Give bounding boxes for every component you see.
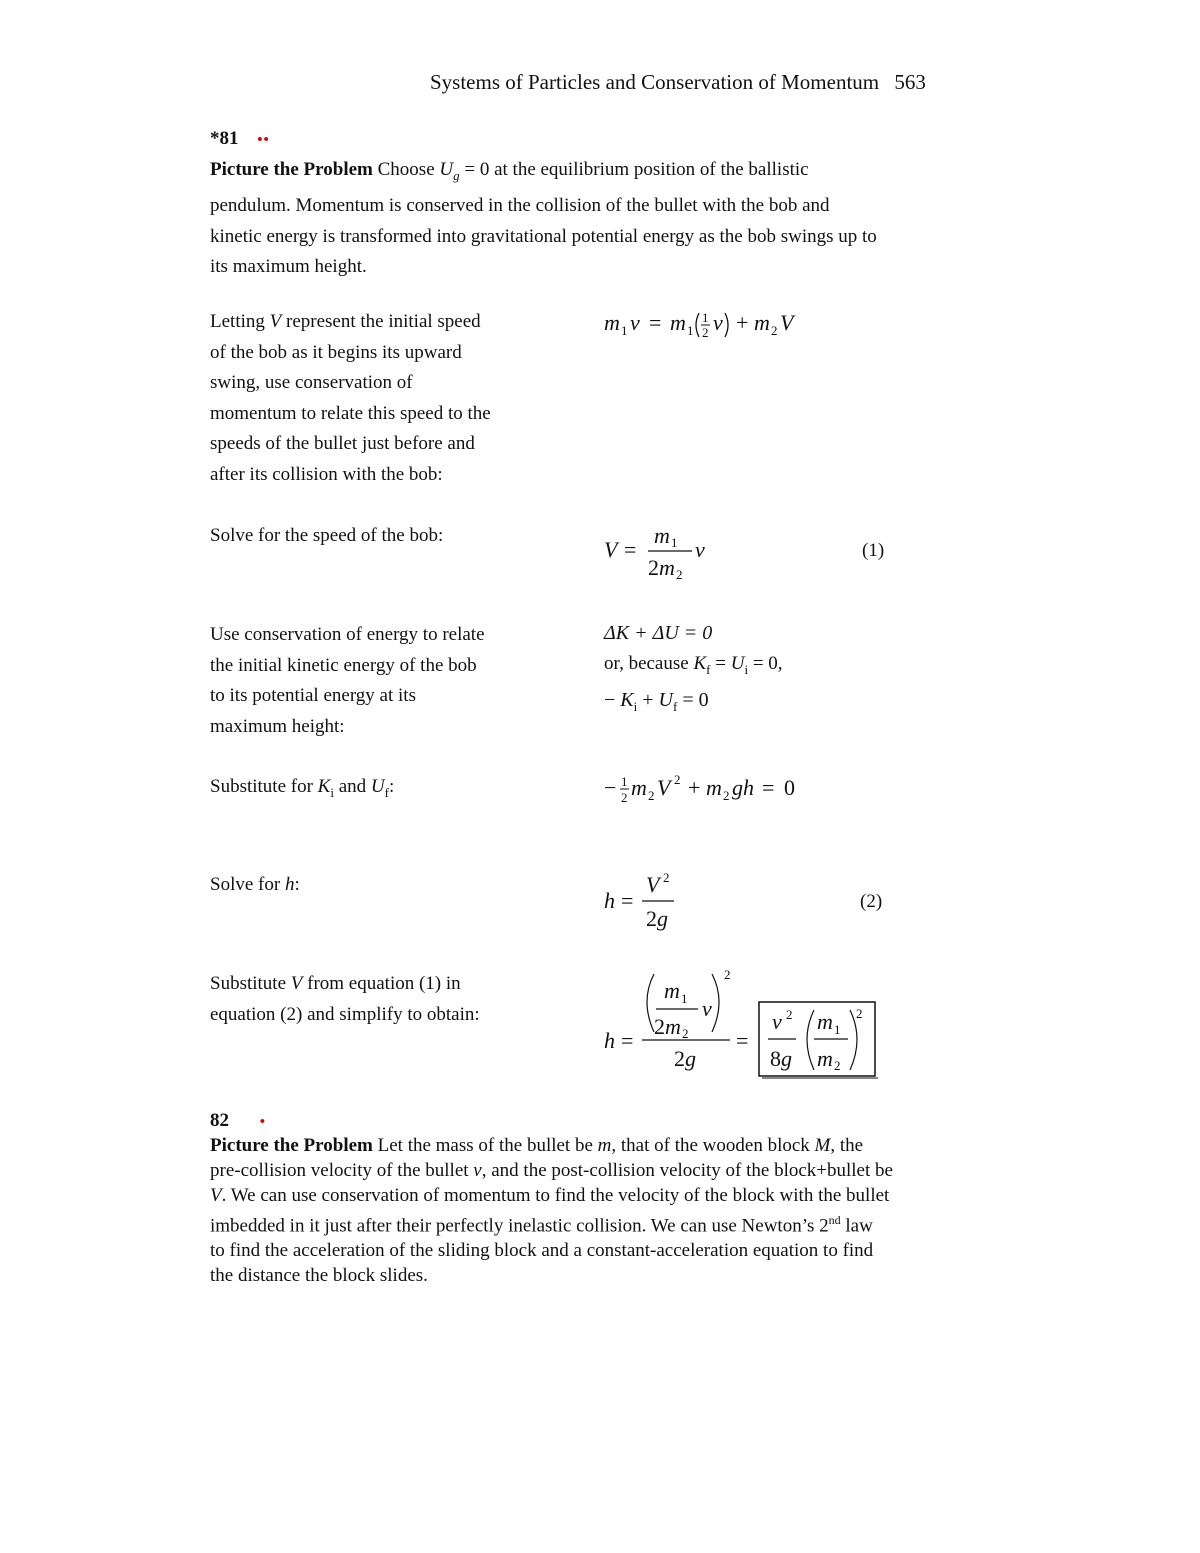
svg-text:0: 0 [784,775,795,800]
page-number: 563 [894,70,926,94]
svg-text:m: m [604,310,620,335]
svg-text:V: V [604,537,618,562]
svg-text:2: 2 [674,772,681,787]
svg-text:1: 1 [671,535,678,550]
svg-text:v: v [772,1009,782,1034]
running-header [430,70,926,95]
svg-text:2: 2 [648,788,655,803]
equation-label-2: (2) [860,891,883,912]
equation-momentum [604,305,824,352]
difficulty-dots: •• [257,132,270,148]
svg-text:2: 2 [786,1007,793,1022]
intro-line: its maximum height. [210,256,367,278]
final-result-svg [604,966,884,1082]
svg-text:1: 1 [621,774,628,789]
step-6-text: Substitute V from equation (1) in equation (2) and simplify to obtain: [210,973,480,1025]
svg-text:2: 2 [663,870,670,885]
momentum-equation-svg [604,305,824,347]
svg-text:+: + [736,310,749,335]
energy-because-line: or, because $K_f = U_i = 0$, [604,652,783,677]
svg-text:g: g [781,1046,792,1071]
equation-height [604,868,694,943]
step-3-text: Use conservation of energy to relate the initial kinetic energy of the bob to its potential energy at its maximum height: [210,624,485,737]
step-2-text: Solve for the speed of the bob: [210,525,444,546]
svg-text:h: h [604,1028,615,1053]
svg-text:gh: gh [732,775,754,800]
svg-text:v: v [713,310,723,335]
svg-text:=: = [621,1028,634,1053]
difficulty-dot: • [259,1114,267,1130]
svg-text:=: = [624,537,637,562]
svg-text:m: m [754,310,770,335]
svg-text:m: m [670,310,686,335]
step-5-text: Solve for h: [210,874,300,895]
svg-text:=: = [736,1028,749,1053]
svg-text:2: 2 [674,1046,685,1071]
svg-text:g: g [657,906,668,931]
svg-text:8: 8 [770,1046,781,1071]
svg-text:2: 2 [834,1058,841,1073]
svg-text:h: h [604,888,615,913]
svg-text:v: v [630,310,640,335]
intro-line: pendulum. Momentum is conserved in the collision of the bullet with the bob and [210,195,830,217]
svg-text:2: 2 [771,323,778,338]
svg-text:2: 2 [621,790,628,805]
svg-text:+: + [688,775,701,800]
svg-text:v: v [695,537,705,562]
svg-text:2: 2 [724,967,731,982]
svg-text:m: m [706,775,722,800]
height-equation-svg [604,868,694,938]
svg-text:1: 1 [621,323,628,338]
svg-text:V: V [657,775,671,800]
svg-text:2: 2 [676,567,683,582]
svg-text:1: 1 [834,1022,841,1037]
svg-text:g: g [685,1046,696,1071]
svg-text:1: 1 [681,991,688,1006]
picture-the-problem-82: Picture the Problem Let the mass of the bullet be m, that of the wooden block M, the pre-collision velocity of the bullet v, and the post-collision velocity of the block+bullet be V. We can use conservation of momentum to find the velocity of the block with the bullet imbedded in it just after their perfectly inelastic collision. We can use Newton’s 2nd law to find the acceleration of the sliding block and a constant-acceleration equation to find the distance the block slides. [210,1135,893,1287]
problem-81-heading [210,124,270,156]
substituted-energy-svg [604,770,824,810]
svg-text:v: v [702,996,712,1021]
intro-line: kinetic energy is transformed into gravitational potential energy as the bob swings up to [210,225,877,247]
svg-text:2: 2 [646,906,657,931]
svg-text:−: − [604,775,617,800]
svg-text:m: m [817,1046,833,1071]
problem-number: *81 [210,128,239,149]
energy-reduced-equation: − $K_i + U_f = 0$ [604,688,709,714]
svg-text:m: m [817,1009,833,1034]
step-1-text: Letting V represent the initial speed of the bob as it begins its upward swing, use conservation of momentum to relate this speed to the speeds of the bullet just before and after its collision with the bob: [210,311,491,485]
equation-substituted-energy [604,770,824,815]
svg-text:1: 1 [702,310,709,325]
speed-equation-svg [604,522,724,584]
equation-speed-of-bob [604,522,724,589]
svg-text:=: = [762,775,775,800]
svg-text:m: m [664,978,680,1003]
equation-label-1: (1) [862,540,885,561]
svg-text:m: m [659,555,675,580]
svg-text:1: 1 [687,323,694,338]
svg-text:m: m [654,523,670,548]
step-4-text: Substitute for $K_i$ and $U_f$: [210,776,395,800]
svg-text:2: 2 [723,788,730,803]
problem-number: 82 [210,1110,229,1131]
equation-energy-block [604,618,783,722]
intro-line-1: Picture the Problem Choose $U_g = 0$ at the equilibrium position of the ballistic [210,159,809,183]
svg-text:2: 2 [856,1006,863,1021]
svg-text:2: 2 [648,555,659,580]
header-title: Systems of Particles and Conservation of Momentum [430,70,880,94]
picture-the-problem-81 [210,155,1000,283]
svg-text:2: 2 [654,1014,665,1039]
svg-text:m: m [631,775,647,800]
svg-text:2: 2 [682,1026,689,1041]
svg-text:V: V [780,310,794,335]
svg-text:=: = [649,310,662,335]
svg-text:=: = [621,888,634,913]
svg-text:2: 2 [702,325,709,340]
svg-text:m: m [665,1014,681,1039]
svg-text:V: V [646,872,660,897]
equation-final-result [604,966,884,1087]
energy-equation: ΔK + ΔU = 0 [604,622,713,644]
